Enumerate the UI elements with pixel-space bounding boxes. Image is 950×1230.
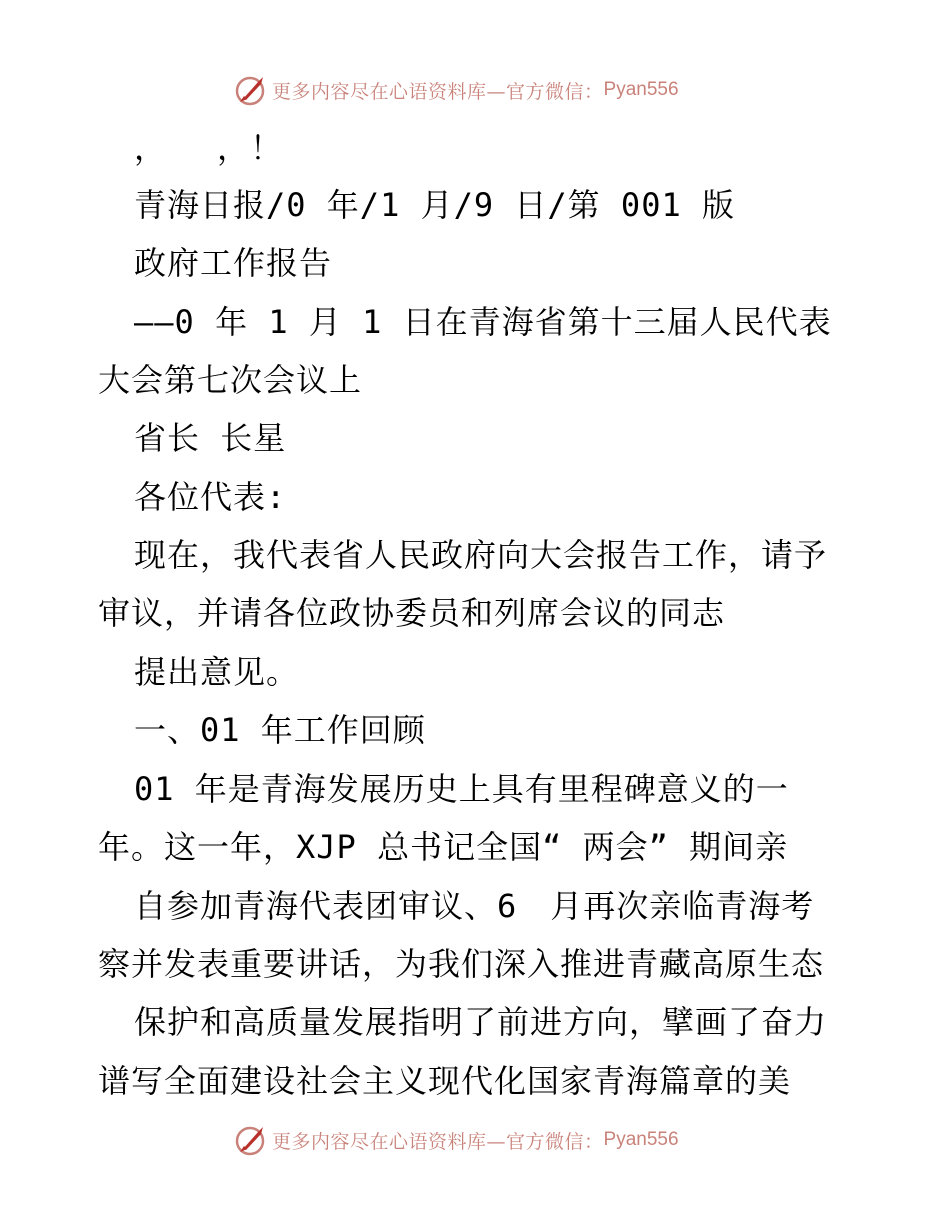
text-line: 大会第七次会议上: [98, 361, 363, 399]
header-watermark: [0, 70, 950, 110]
text-line: 自参加青海代表团审议、6 月再次亲临青海考: [134, 887, 815, 925]
text-line: 保护和高质量发展指明了前进方向，擘画了奋力: [134, 1003, 828, 1041]
text-line: 年。这一年，XJP 总书记全国“ 两会” 期间亲: [98, 828, 789, 866]
text-line: 省长 长星: [134, 419, 287, 457]
footer-watermark: [0, 1120, 950, 1160]
text-line: 察并发表重要讲话，为我们深入推进青藏高原生态: [98, 945, 825, 983]
watermark-id: Pyan556: [603, 79, 679, 100]
pen-logo-icon: [234, 73, 268, 107]
text-line: 谱写全面建设社会主义现代化国家青海篇章的美: [98, 1062, 792, 1100]
text-line: 提出意见。: [134, 653, 300, 691]
watermark-id: Pyan556: [603, 1129, 679, 1150]
text-line: 青海日报/0 年/1 月/9 日/第 001 版: [134, 186, 735, 224]
watermark-text: 更多内容尽在心语资料库—官方微信：: [272, 1130, 604, 1153]
text-line: ， ，！: [134, 129, 284, 167]
pen-logo-icon: [234, 1123, 268, 1157]
text-line: 01 年是青海发展历史上具有里程碑意义的一: [134, 770, 789, 808]
watermark-text: 更多内容尽在心语资料库—官方微信：: [272, 80, 604, 103]
text-line: 各位代表:: [134, 478, 287, 516]
text-line: 现在，我代表省人民政府向大会报告工作，请予: [134, 536, 828, 574]
text-line: 审议，并请各位政协委员和列席会议的同志: [98, 594, 726, 632]
text-line: ——0 年 1 月 1 日在青海省第十三届人民代表: [134, 303, 832, 341]
text-line: 政府工作报告: [134, 244, 333, 282]
text-line: 一、01 年工作回顾: [134, 711, 426, 749]
